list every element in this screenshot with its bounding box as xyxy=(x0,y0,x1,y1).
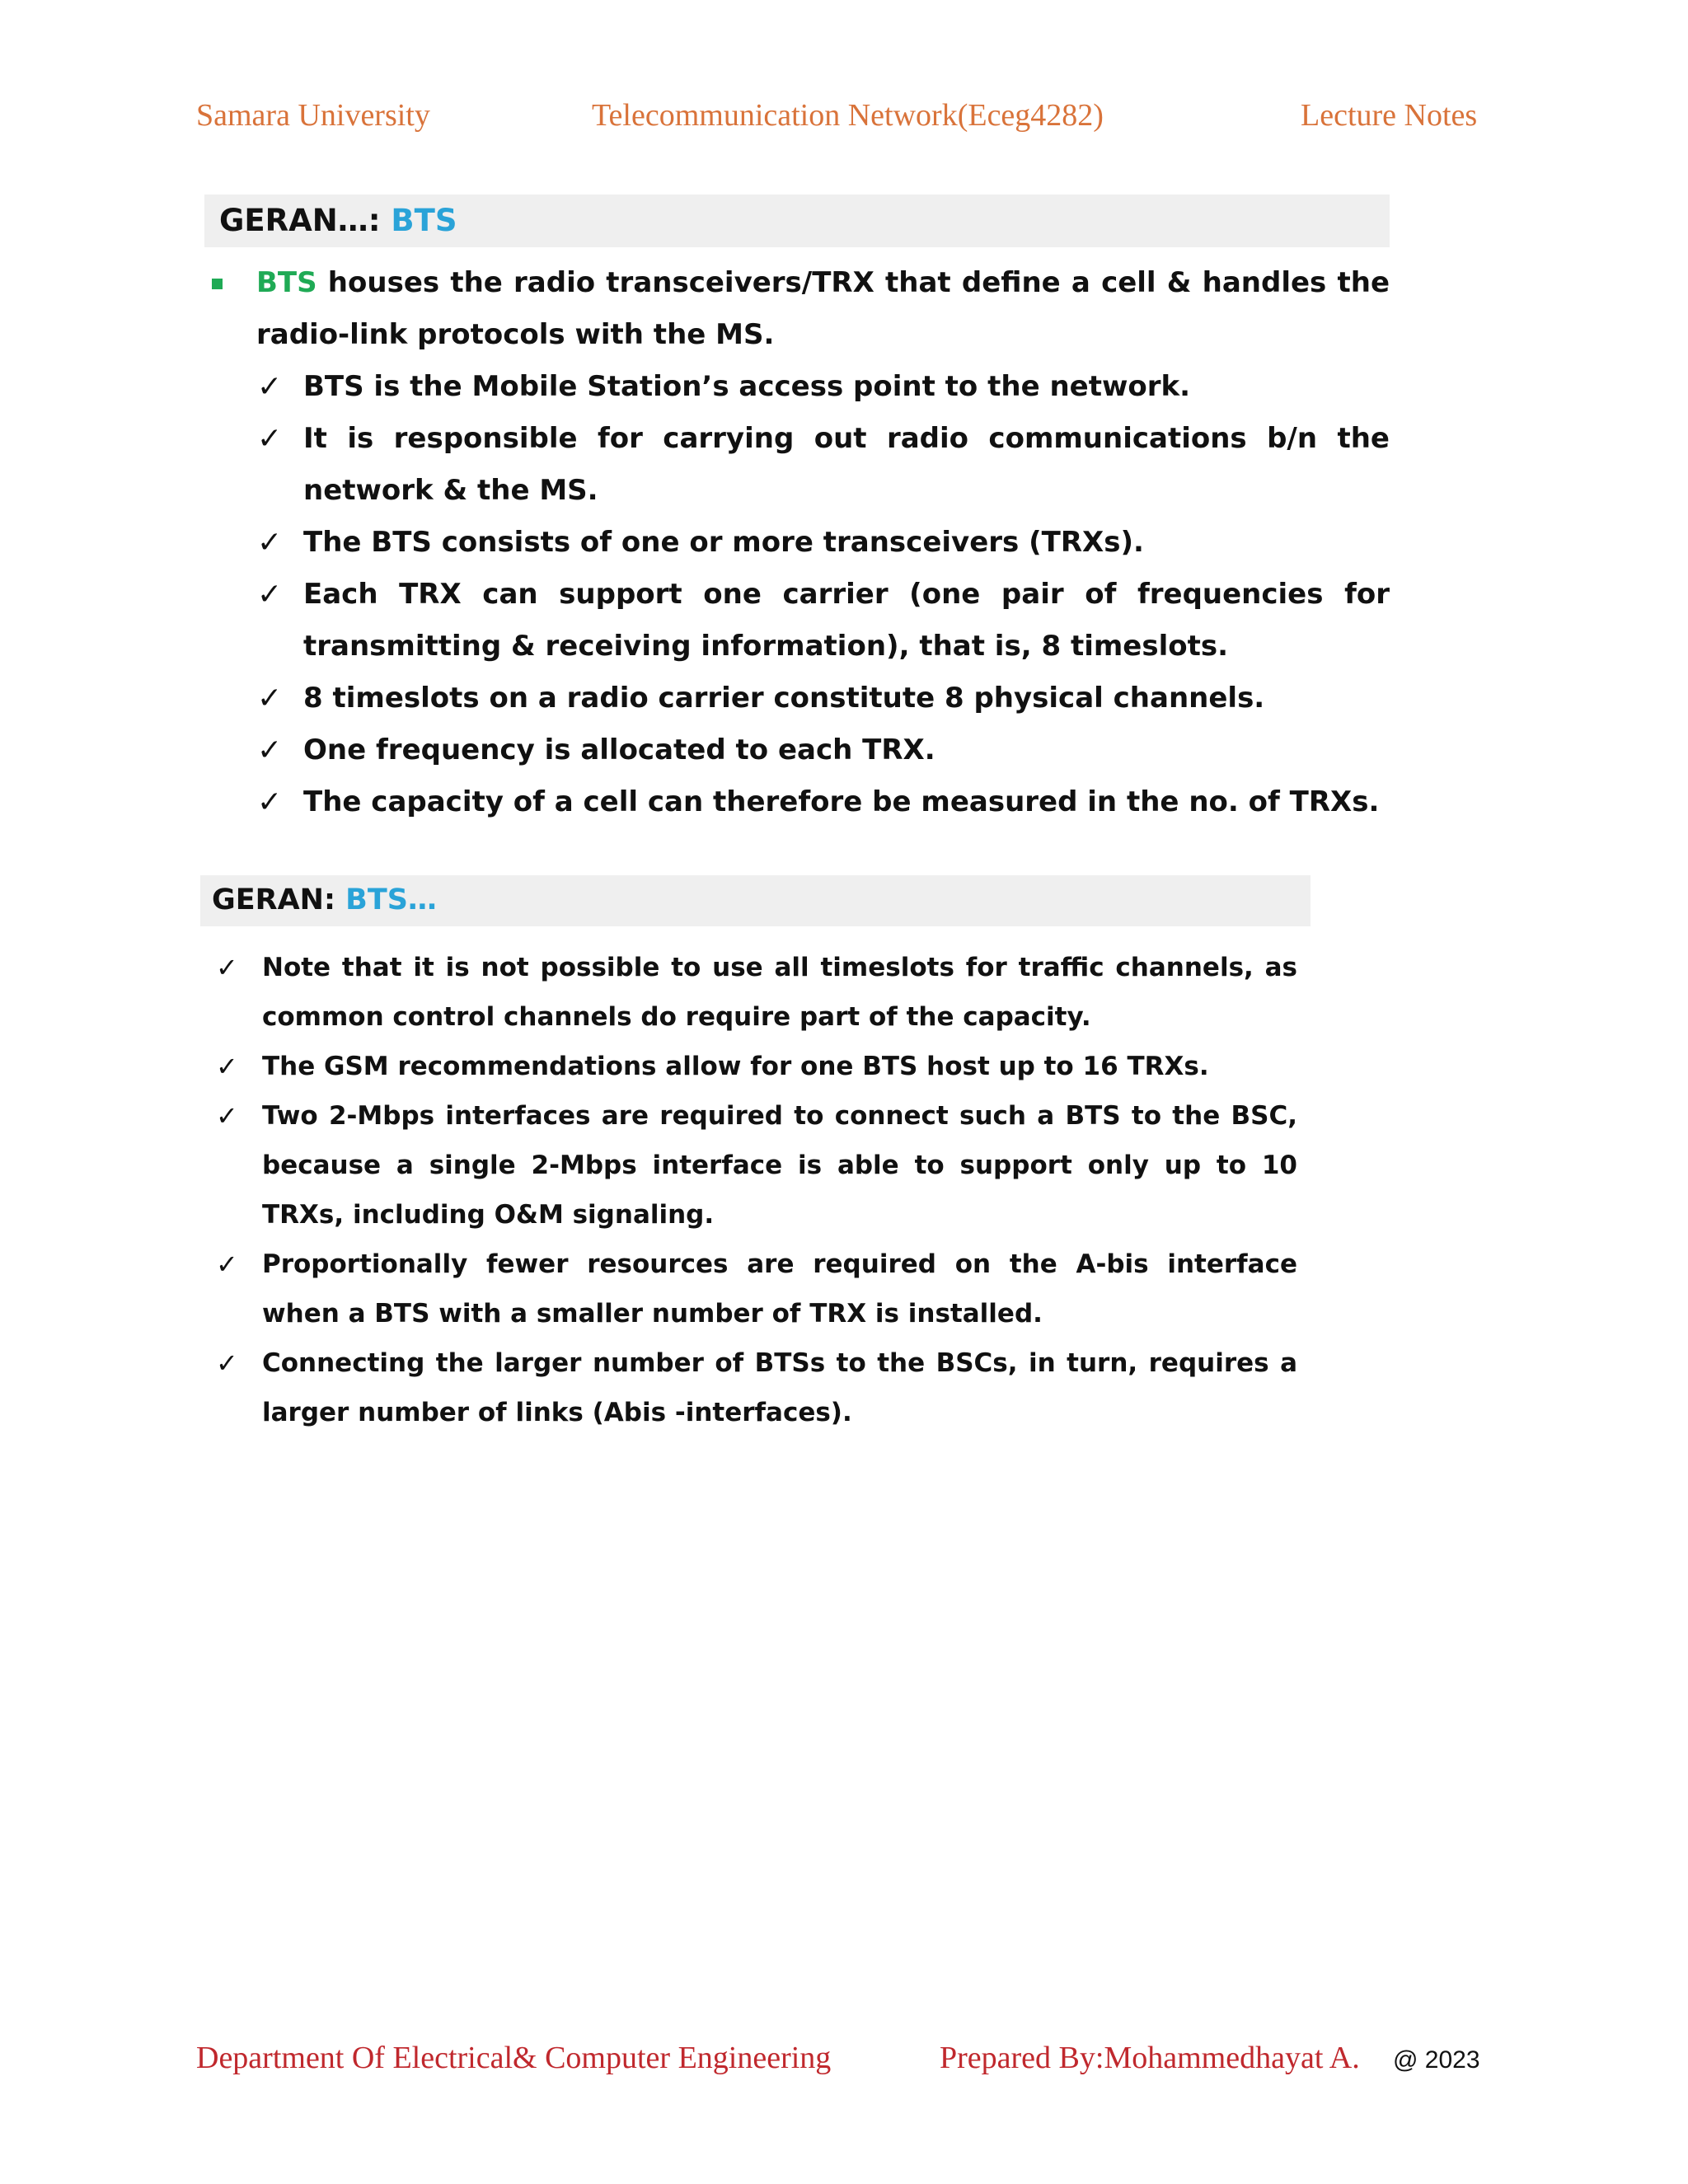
header-course: Telecommunication Network(Eceg4282) xyxy=(592,98,1104,133)
header-university: Samara University xyxy=(196,98,430,133)
checkmark-icon: ✓ xyxy=(216,1051,238,1082)
checkmark-icon: ✓ xyxy=(257,422,283,456)
section1-item-4: Each TRX can support one carrier (one pair of frequencies for transmitting & receiving information), that is, 8 timeslots. xyxy=(303,578,1390,663)
section2-title-highlight: BTS… xyxy=(345,883,437,916)
checkmark-icon: ✓ xyxy=(257,578,283,612)
checkmark-icon: ✓ xyxy=(257,370,283,404)
section2-item-2: The GSM recommendations allow for one BTS host up to 16 TRXs. xyxy=(262,1052,1209,1081)
header-lecture-notes: Lecture Notes xyxy=(1301,98,1478,133)
section1-item-2: It is responsible for carrying out radio communications b/n the network & the MS. xyxy=(303,422,1390,507)
section1-item-3: The BTS consists of one or more transceivers (TRXs). xyxy=(303,526,1144,559)
checkmark-icon: ✓ xyxy=(216,1347,238,1379)
section2-item-5: Connecting the larger number of BTSs to the BSCs, in turn, requires a larger number of links (Abis -interfaces). xyxy=(262,1348,1297,1427)
section2-title-prefix: GERAN: xyxy=(212,883,346,916)
checkmark-icon: ✓ xyxy=(216,952,238,983)
checkmark-icon: ✓ xyxy=(216,1100,238,1132)
section1-title xyxy=(204,194,1390,247)
green-square-bullet-icon xyxy=(212,279,223,289)
footer-prepared-by: Prepared By:Mohammedhayat A. xyxy=(940,2041,1360,2075)
section1-title-prefix: GERAN…: xyxy=(219,203,392,238)
section1-bullet xyxy=(256,257,1390,361)
section2-item-4: Proportionally fewer resources are required on the A-bis interface when a BTS with a smaller number of TRX is installed. xyxy=(262,1249,1297,1329)
section1-item-6: One frequency is allocated to each TRX. xyxy=(303,733,935,766)
section1-title-highlight: BTS xyxy=(391,203,457,238)
section1-item-7: The capacity of a cell can therefore be measured in the no. of TRXs. xyxy=(303,785,1380,818)
footer-copyright: @ 2023 xyxy=(1393,2046,1480,2074)
checkmark-icon: ✓ xyxy=(257,526,283,560)
section2-item-1: Note that it is not possible to use all timeslots for traffic channels, as common control channels do require part of the capacity. xyxy=(262,953,1297,1032)
section1-bullet-lead: BTS xyxy=(256,266,317,299)
footer-department: Department Of Electrical& Computer Engineering xyxy=(196,2041,832,2075)
section1-item-1: BTS is the Mobile Station’s access point to the network. xyxy=(303,370,1191,403)
section2-item-3: Two 2-Mbps interfaces are required to connect such a BTS to the BSC, because a single 2-Mbps interface is able to support only up to 10 TRXs, including O&M signaling. xyxy=(262,1101,1297,1230)
checkmark-icon: ✓ xyxy=(216,1249,238,1280)
section2-title xyxy=(200,875,1311,926)
section1-item-5: 8 timeslots on a radio carrier constitute 8 physical channels. xyxy=(303,682,1265,715)
checkmark-icon: ✓ xyxy=(257,785,283,819)
checkmark-icon: ✓ xyxy=(257,682,283,715)
section1-bullet-text: houses the radio transceivers/TRX that define a cell & handles the radio-link protocols with the MS. xyxy=(256,266,1390,351)
checkmark-icon: ✓ xyxy=(257,733,283,767)
